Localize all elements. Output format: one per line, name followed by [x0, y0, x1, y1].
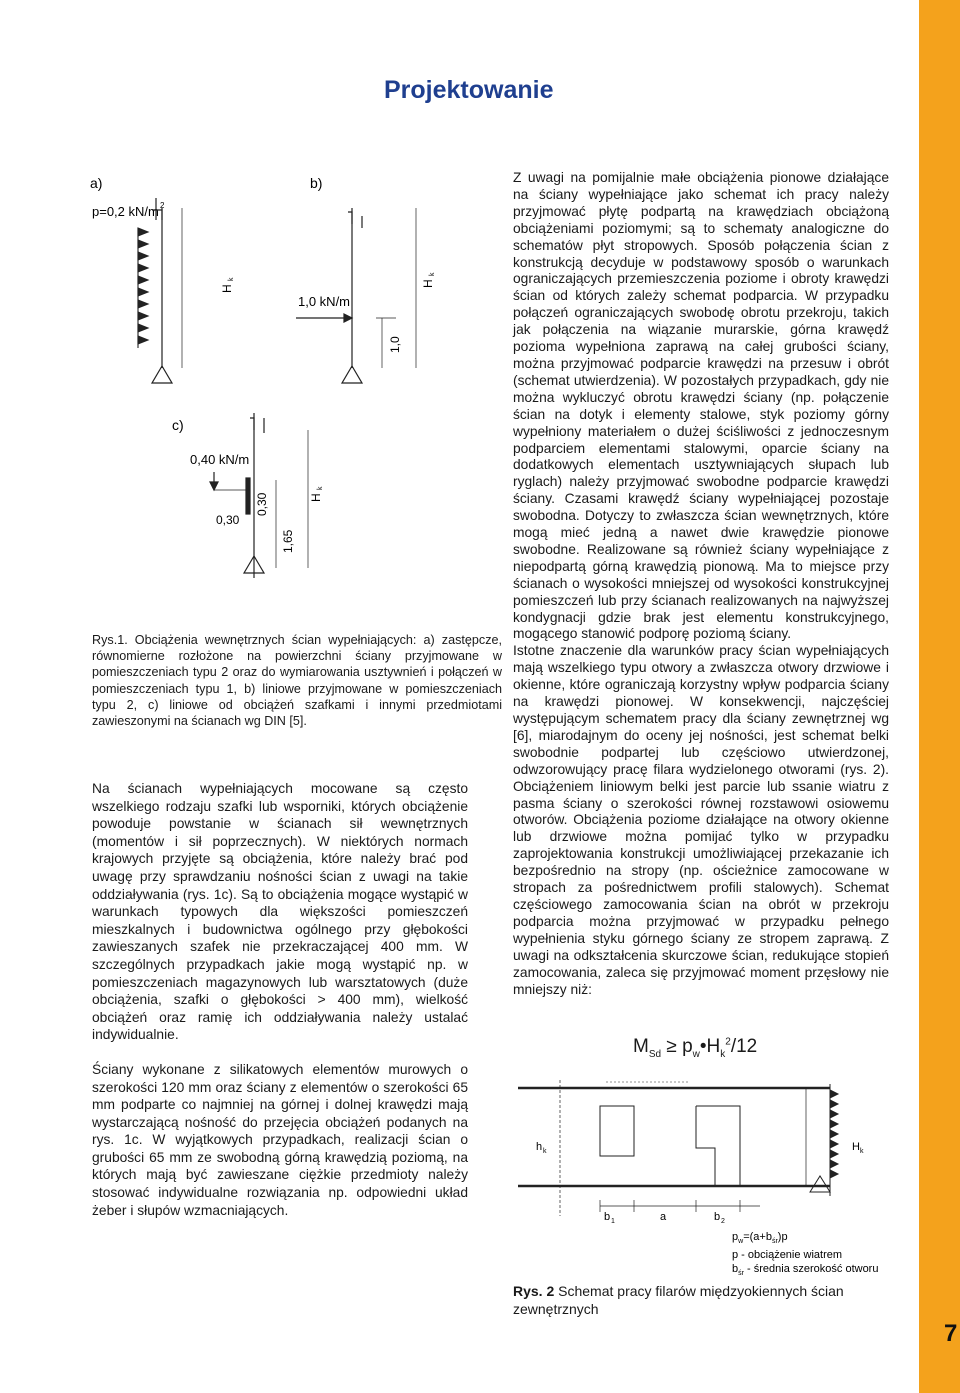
left-column-text: [92, 780, 468, 1236]
figure-2-caption: [513, 1282, 913, 1318]
figure-2-drawing: [510, 1076, 910, 1276]
fig2-b1-sub: 1: [611, 1218, 615, 1225]
fig2-b2-sub: 2: [721, 1218, 725, 1225]
fig1-dim-c3: 1,65: [281, 529, 295, 553]
left-paragraph-1: Na ścianach wypełniających mocowane są często wszelkiego rodzaju szafki lub wsporniki, których obciążenie powoduje powstanie w ścianach sił wewnętrznych (momentów i sił poprzecznych). W niektórych normach krajowych przyjęte są obciążenia, które należy brać pod uwagę przy sprawdzaniu nośności ścian z uwagi na takie oddziaływania (rys. 1c). Są to obciążenia mogące wystąpić w warunkach typowych dla większości pomieszczeń mieszkalnych i budownictwa ogólnego przy głębokości zawieszanych szafek nie przekraczającej 400 mm. W szczególnych przypadkach jakie mogą wystąpić np. w pomieszczeniach magazynowych lub warsztatowych (duże obciążenia, szafki o głębokości > 400 mm), wielkość obciążeń oraz ramię ich oddziaływania należy ustalać indywidualnie.: [92, 781, 468, 1043]
formula-m: M: [633, 1036, 649, 1057]
moment-formula: [633, 1036, 757, 1060]
fig1-hk-c-sub: k: [317, 486, 324, 490]
fig1-hk-c: H: [309, 493, 323, 502]
formula-h-sub: k: [720, 1048, 726, 1060]
fig1-a-wall: [152, 198, 182, 383]
formula-relation: ≥: [666, 1036, 677, 1057]
fig2-frame: [518, 1080, 830, 1216]
fig1-hk-b-sub: k: [429, 272, 436, 276]
figure-1-drawing: [86, 168, 506, 588]
fig1-hk-a: H: [220, 284, 234, 293]
fig1-load-c: 0,40 kN/m: [190, 452, 250, 467]
formula-divisor: /12: [730, 1036, 758, 1057]
formula-h: H: [706, 1036, 721, 1057]
page-title: Projektowanie: [384, 76, 554, 104]
right-paragraph-2: Istotne znaczenie dla warunków pracy ścian wypełniających mają wszelkiego typu otwory a zwłaszcza otwory drzwiowe i okienne, które ograniczają korzystny wpływ podparcia ściany na krawędzi pionowej. W konsekwencji, najczęściej występującym schematem pracy dla ściany zewnętrznej wg [6], miarodajnym do oceny jej nośności, jest schemat belki swobodnie podpartej lub częściowo utwierdzonej, odwzorowujący pracę filara wydzielonego otworami (rys. 2). Obciążeniem liniowym belki jest parcie lub ssanie wiatru z pasma ściany o szerokości równej rozstawowi osiowemu otworów. Obciążenia poziome działające na otwory okienne lub drzwiowe można pomijać tylko w przypadku zaprojektowania konstrukcji umożliwiającej przekazanie ich bezpośrednio na stropy (np. ościeżnice zamocowane w stropach za pośrednictwem profili stalowych). Schemat częściowego zamocowania ścian na obrót w przekroju podparcia można przyjmować w przypadku pełnego wypełnienia styku górnego ściany ze stropem zaprawą. Z uwagi na odkształcenia skurczowe ścian, redukujące stopień zamocowania, zaleca się przyjmować moment przęsłowy nie mniejszy niż:: [513, 643, 889, 997]
figure-2: [510, 1076, 910, 1276]
fig2-b1: b: [604, 1211, 611, 1223]
left-paragraph-2: Ściany wykonane z silikatowych elementów murowych o szerokości 120 mm oraz ściany z elementów o szerokości 65 mm podparte co najmniej na górnej i dolnej krawędzi mają wystarczającą nośność do przejęcia obciążeń podanych na rys. 1c. W wyjątkowych przypadkach, realizacji ścian o grubości 65 mm ze swobodną górną krawędzią poziomą, na których mają być zawieszane ciężkie przedmioty należy stosować indywidualne rozwiązania np. odpowiedni układ żeber i słupów wzmacniających.: [92, 1061, 468, 1218]
figure-1: [86, 168, 506, 588]
fig1-hk-a-sub: k: [228, 277, 235, 281]
formula-p: p: [682, 1036, 693, 1057]
fig2-hk-right-sub: k: [860, 1148, 864, 1155]
formula-p-sub: w: [692, 1048, 700, 1060]
fig1-dim-b: 1,0: [388, 336, 402, 353]
fig1-label-a: a): [90, 175, 103, 191]
formula-dot: •: [699, 1036, 707, 1057]
fig2-legend-2-b: b: [732, 1263, 739, 1275]
fig2-pw-end: )p: [777, 1231, 788, 1243]
fig2-hk-left: h: [536, 1141, 543, 1153]
fig2-pw-p: p: [732, 1231, 739, 1243]
fig1-dim-c1: 0,30: [216, 513, 240, 527]
figure-1-caption-text: Rys.1. Obciążenia wewnętrznych ścian wypełniających: a) zastępcze, równomierne rozłożone na powierzchni ściany przyjmowane w pomieszczeniach typu 2 oraz do wymiarowania usztywnień i połączeń w pomieszczeniach typu 1, b) liniowe przyjmowane w pomieszczeniach typu 2, c) liniowe od obciążeń szafkami i innymi przedmiotami zawieszonymi na ścianach wg DIN [5].: [92, 633, 502, 729]
fig1-dim-c2: 0,30: [255, 492, 269, 516]
fig2-legend-1: p - obciążenie wiatrem: [732, 1249, 843, 1261]
fig1-hk-b: H: [421, 279, 435, 288]
fig2-pw-sub: w: [738, 1238, 744, 1245]
fig2-a: a: [660, 1211, 667, 1223]
fig2-legend-2-rest: - średnia szerokość otworu: [743, 1263, 879, 1275]
fig1-load-a: p=0,2 kN/m: [92, 204, 159, 219]
figure-2-caption-label: Rys. 2: [513, 1283, 555, 1299]
fig1-label-c: c): [172, 417, 184, 433]
fig1-label-b: b): [310, 175, 323, 191]
fig2-hk-right: H: [852, 1141, 860, 1153]
fig2-hk-left-sub: k: [543, 1148, 547, 1155]
fig2-wind-arrows: [806, 1084, 838, 1196]
formula-h-sup: 2: [725, 1036, 731, 1048]
fig2-b2: b: [714, 1211, 721, 1223]
figure-2-caption-text: Schemat pracy filarów międzyokiennych ścian zewnętrznych: [513, 1283, 844, 1317]
fig1-a-load-arrows: [138, 228, 148, 348]
fig2-pw-rest: =(a+b: [743, 1231, 772, 1243]
right-paragraph-1: Z uwagi na pomijalnie małe obciążenia pionowe działające na ściany wypełniające jako schemat ich pracy należy przyjmować płytę podpartą na krawędziach obciążoną obciążeniami poziomymi; są to schematy analogiczne do schematów płyt stropowych. Sposób połączenia ścian z konstrukcją decyduje w podstawowy sposób o warunkach ograniczających przemieszczenia poziome i obroty krawędzi ścian od których zależy schemat podparcia. W przypadku połączeń ograniczających swobodę obrotu przekroju, takich jak połączenia na wiązanie murarskie, górna krawędź pozioma wypełniona zaprawą na całej grubości ściany, można przyjmować podparcie krawędzi na przesuw i obrót (schemat utwierdzenia). W pozostałych przypadkach, gdy nie można wykluczyć obrotu krawędzi ściany (np. połączenie ścian na dotyk i elementy stalowe, styk poziomy górny wypełniony materiałem o dużej ściśliwości z jednoczesnym podparciem elementami stalowymi, oparcie ściany na dodatkowych elementach usztywniających słupach lub ryglach) należy przyjmować swobodne podparcie krawędzi ściany. Czasami krawędź ściany wypełniającej pozostaje swobodna. Dotyczy to zwłaszcza ścian wewnętrznych, które mogą mieć jedną a nawet dwie krawędzie pionowe swobodne. Realizowane są również ściany wypełniające z niepodpartą górną krawędzią pionową. Ma to miejsce przy ścianach o wysokości mniejszej od wysokości konstrukcyjnej pomieszczeń lub przy ścianach realizowanych na najwyższej kondygnacji gdzie brak jest elementu konstrukcyjnego, mogącego stanowić podporę poziomą ściany.: [513, 170, 889, 642]
fig1-load-b: 1,0 kN/m: [298, 294, 351, 309]
side-accent-bar: [919, 0, 960, 1393]
page-number: 7: [944, 1320, 958, 1347]
fig1-load-a-exp: 2: [160, 201, 165, 210]
right-column-text: [513, 170, 889, 998]
figure-1-caption: [92, 632, 502, 729]
fig2-legend-2-sub: śr: [738, 1270, 744, 1276]
fig2-pw-sub2: śr: [771, 1238, 778, 1245]
formula-m-sub: Sd: [648, 1048, 662, 1060]
fig2-pw: [732, 1231, 788, 1245]
fig2-legend-2: [732, 1263, 878, 1276]
